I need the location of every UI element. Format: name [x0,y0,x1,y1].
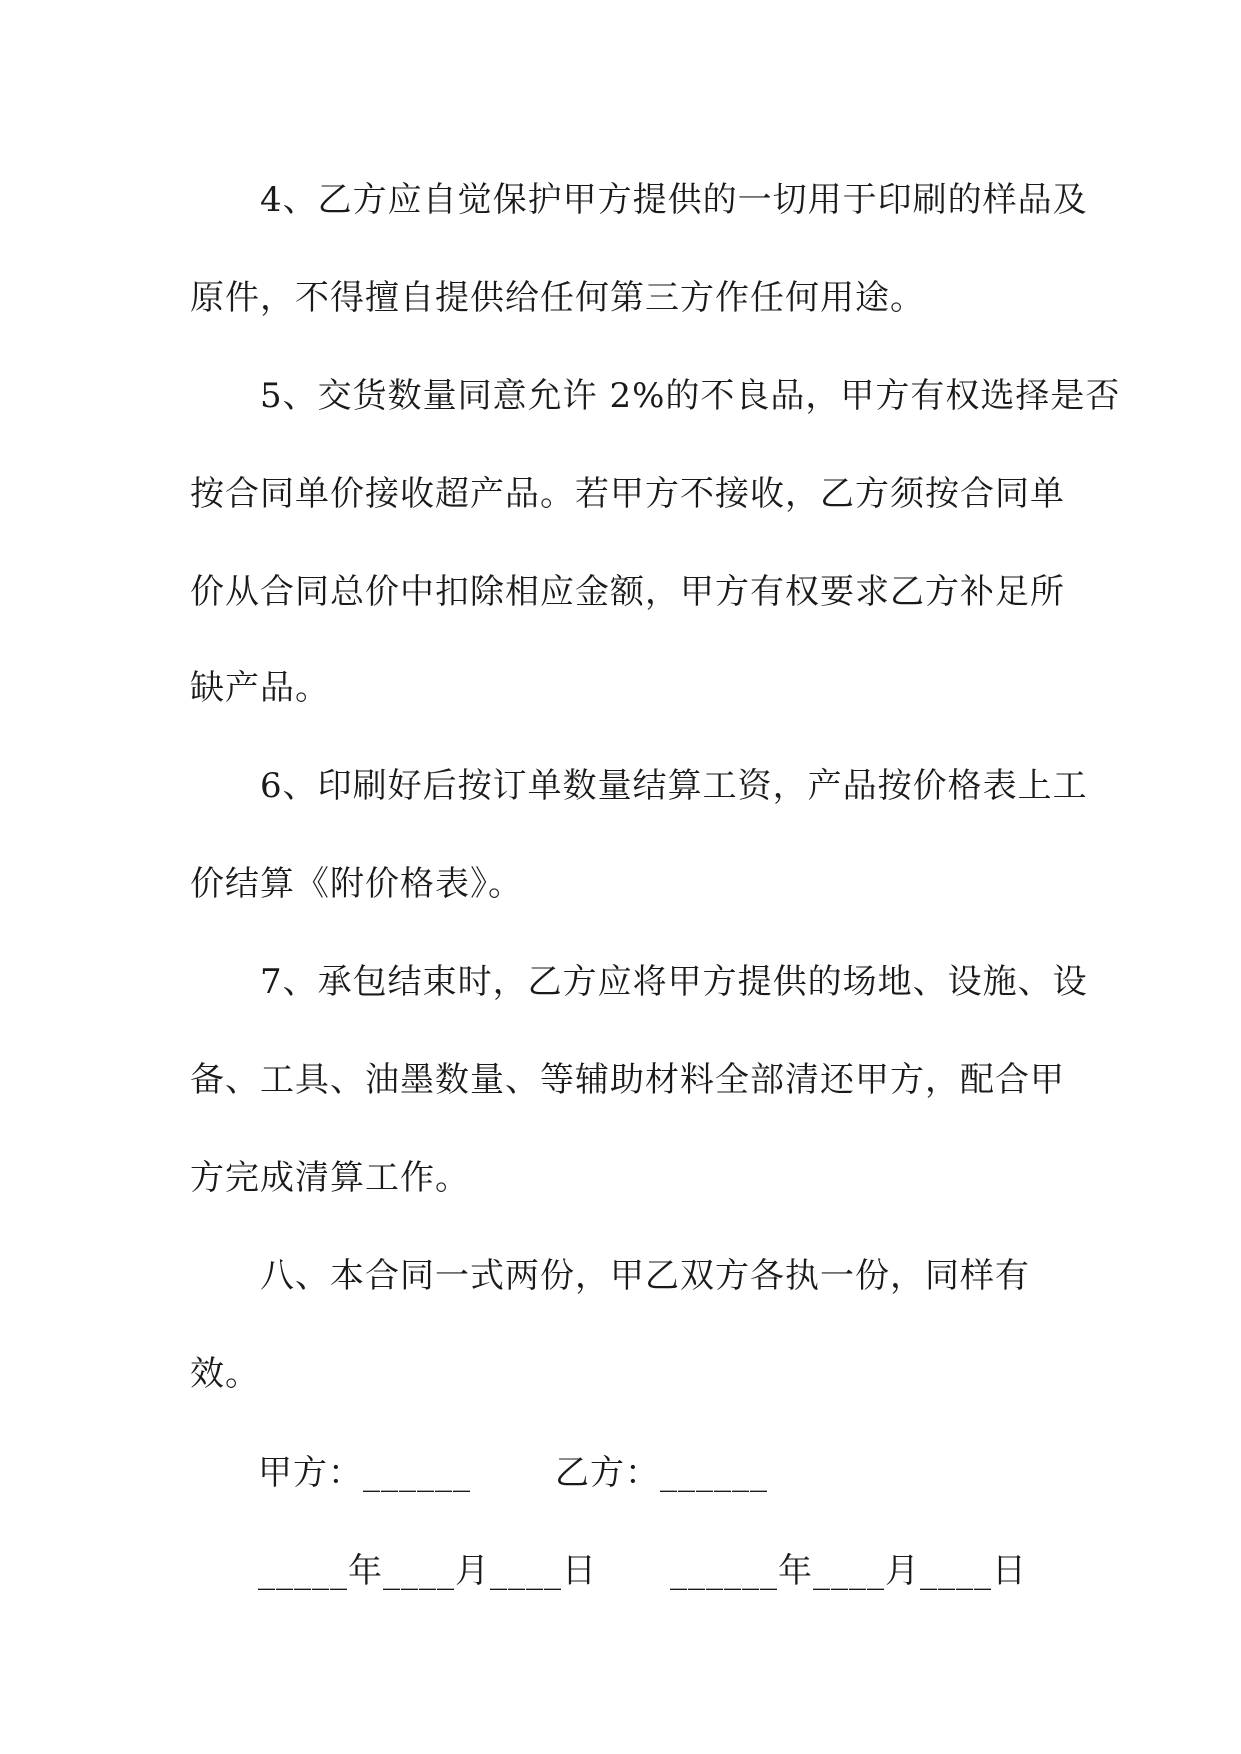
clause-7-line-1: 7、承包结束时，乙方应将甲方提供的场地、设施、设 [260,962,1088,1002]
clause-4-line-2: 原件，不得擅自提供给任何第三方作任何用途。 [190,278,925,318]
clause-8-line-1: 八、本合同一式两份，甲乙双方各执一份，同样有 [260,1256,1030,1296]
clause-5-line-2: 按合同单价接收超产品。若甲方不接收，乙方须按合同单 [190,474,1065,514]
clause-5-line-4: 缺产品。 [190,668,330,708]
party-a-signature: 甲方：______ [258,1453,471,1493]
clause-7-line-2: 备、工具、油墨数量、等辅助材料全部清还甲方，配合甲 [190,1060,1065,1100]
party-b-date: ______年____月____日 [670,1551,1027,1591]
party-a-date: _____年____月____日 [258,1551,597,1591]
clause-8-line-2: 效。 [190,1354,260,1394]
party-b-signature: 乙方：______ [555,1453,768,1493]
clause-6-line-2: 价结算《附价格表》。 [190,864,523,904]
clause-7-line-3: 方完成清算工作。 [190,1158,470,1198]
clause-6-line-1: 6、印刷好后按订单数量结算工资，产品按价格表上工 [260,766,1088,806]
clause-5-line-3: 价从合同总价中扣除相应金额，甲方有权要求乙方补足所 [190,572,1065,612]
clause-4-line-1: 4、乙方应自觉保护甲方提供的一切用于印刷的样品及 [260,180,1088,220]
clause-5-line-1: 5、交货数量同意允许 2%的不良品，甲方有权选择是否 [260,376,1121,416]
